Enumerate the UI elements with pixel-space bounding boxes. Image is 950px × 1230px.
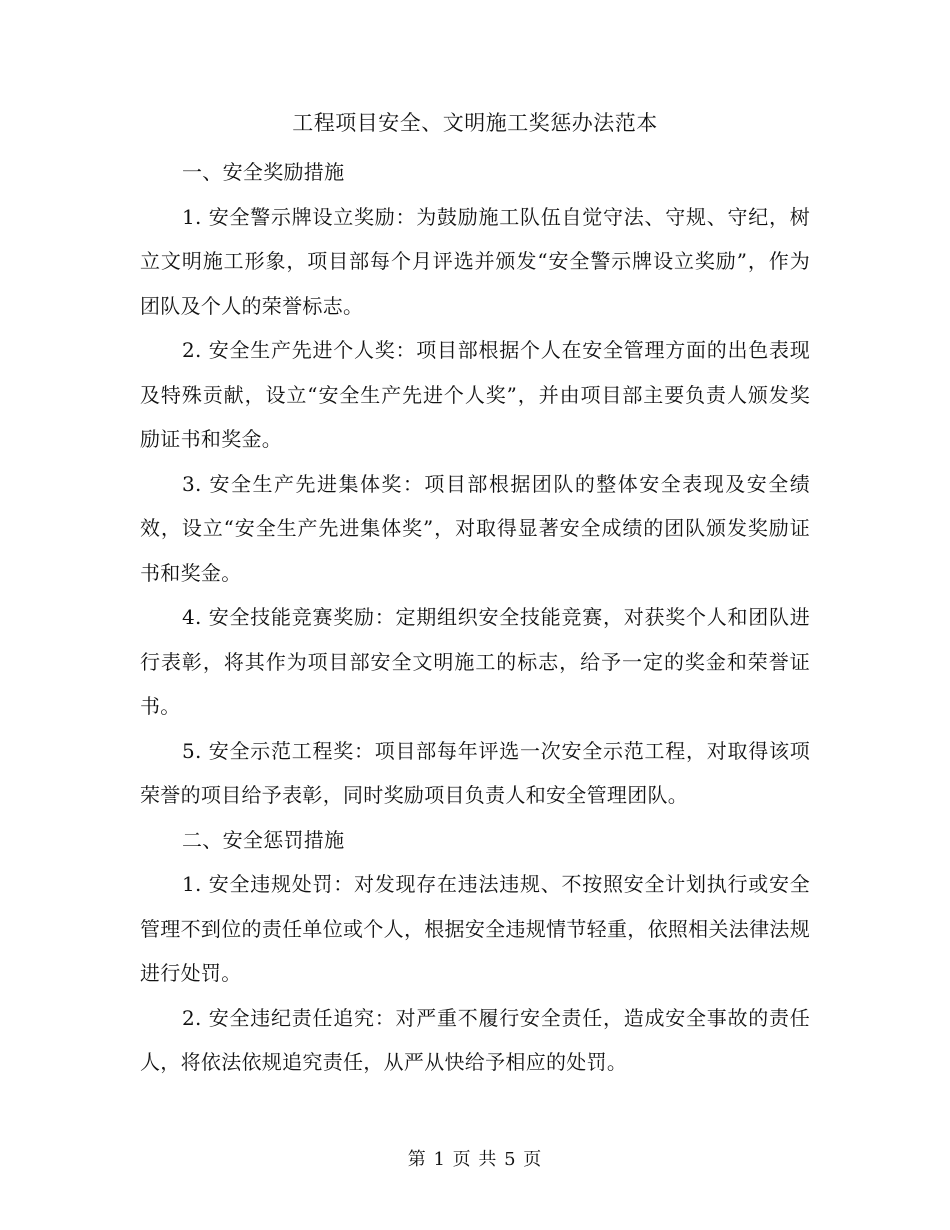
- section-heading-rewards: 一、安全奖励措施: [182, 160, 345, 184]
- penalty-item-violation: 1. 安全违规处罚：对发现存在违法违规、不按照安全计划执行或安全管理不到位的责任单位或个人，根据安全违规情节轻重，依照相关法律法规进行处罚。: [140, 872, 810, 985]
- document-title: 工程项目安全、文明施工奖惩办法范本: [292, 111, 658, 135]
- document-body: [140, 150, 810, 1085]
- reward-item-skill-competition: 4. 安全技能竞赛奖励：定期组织安全技能竞赛，对获奖个人和团队进行表彰，将其作为项目部安全文明施工的标志，给予一定的奖金和荣誉证书。: [140, 605, 810, 718]
- page-number-footer: 第 1 页 共 5 页: [407, 1149, 543, 1170]
- reward-item-advanced-individual: 2. 安全生产先进个人奖：项目部根据个人在安全管理方面的出色表现及特殊贡献，设立“安全生产先进个人奖”，并由项目部主要负责人颁发奖励证书和奖金。: [140, 338, 810, 451]
- reward-item-advanced-collective: 3. 安全生产先进集体奖：项目部根据团队的整体安全表现及安全绩效，设立“安全生产先进集体奖”，对取得显著安全成绩的团队颁发奖励证书和奖金。: [140, 471, 810, 585]
- penalty-item-accountability: 2. 安全违纪责任追究：对严重不履行安全责任，造成安全事故的责任人，将依法依规追究责任，从严从快给予相应的处罚。: [140, 1005, 810, 1074]
- section-heading-penalties: 二、安全惩罚措施: [182, 827, 345, 852]
- reward-item-demonstration-project: 5. 安全示范工程奖：项目部每年评选一次安全示范工程，对取得该项荣誉的项目给予表彰，同时奖励项目负责人和安全管理团队。: [140, 738, 810, 807]
- reward-item-warning-sign: 1. 安全警示牌设立奖励：为鼓励施工队伍自觉守法、守规、守纪，树立文明施工形象，项目部每个月评选并颁发“安全警示牌设立奖励”，作为团队及个人的荣誉标志。: [140, 204, 810, 318]
